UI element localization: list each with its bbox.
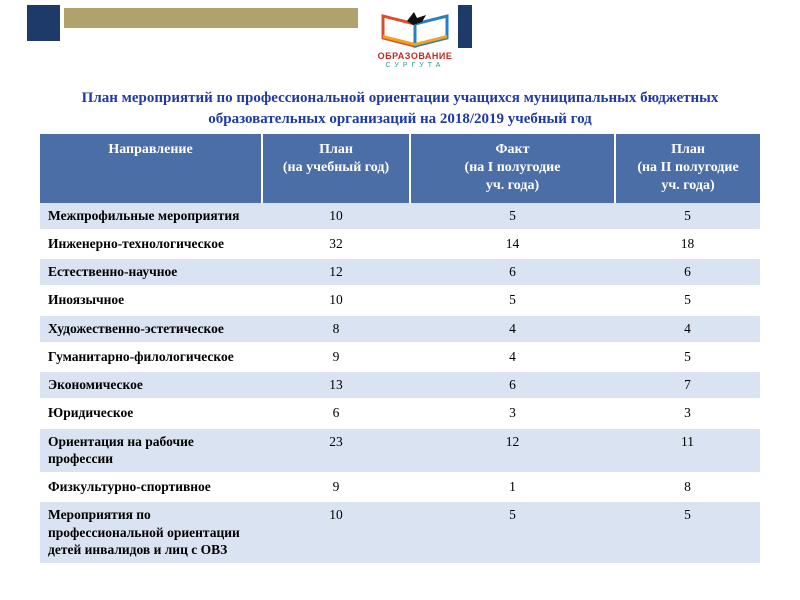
direction-cell: Художественно-эстетическое [40, 315, 262, 343]
direction-cell: Иноязычное [40, 286, 262, 314]
plan-cell: 10 [262, 203, 410, 230]
header-line: (на I полугодие [464, 160, 561, 176]
plan-cell: 9 [262, 473, 410, 501]
table-row [40, 428, 760, 474]
plan-cell: 32 [262, 230, 410, 258]
plan2-cell: 11 [615, 428, 760, 474]
decor-navy-square [27, 5, 60, 41]
header-line: уч. года) [485, 178, 540, 194]
header-line: (на учебный год) [282, 160, 390, 176]
fact-cell: 6 [410, 258, 615, 286]
header-plan-year [262, 134, 410, 203]
plan2-cell: 5 [615, 203, 760, 230]
plan2-cell: 8 [615, 473, 760, 501]
fact-cell: 4 [410, 315, 615, 343]
table-row [40, 230, 760, 258]
plan-cell: 9 [262, 343, 410, 371]
plan2-cell: 4 [615, 315, 760, 343]
direction-cell: Межпрофильные мероприятия [40, 203, 262, 230]
direction-cell: Естественно-научное [40, 258, 262, 286]
header-line: План [671, 142, 705, 157]
table-row [40, 473, 760, 501]
plan-cell: 12 [262, 258, 410, 286]
open-book-icon [365, 5, 465, 51]
table-row [40, 286, 760, 314]
plan-cell: 10 [262, 501, 410, 564]
header-direction [40, 134, 262, 203]
plan2-cell: 6 [615, 258, 760, 286]
events-table-wrap [40, 134, 760, 565]
header-fact-half1 [410, 134, 615, 203]
plan-cell: 23 [262, 428, 410, 474]
header-line: (на II полугодие [637, 160, 739, 176]
fact-cell: 4 [410, 343, 615, 371]
table-row [40, 371, 760, 399]
direction-cell: Мероприятия по профессиональной ориентации детей инвалидов и лиц с ОВЗ [40, 501, 262, 564]
header-line: Факт [495, 142, 530, 157]
direction-cell: Ориентация на рабочие профессии [40, 428, 262, 474]
table-row [40, 203, 760, 230]
fact-cell: 14 [410, 230, 615, 258]
plan2-cell: 3 [615, 399, 760, 427]
slide-title-line1: План мероприятий по профессиональной ориентации учащихся муниципальных бюджетных [81, 90, 719, 106]
plan-cell: 13 [262, 371, 410, 399]
header-line: Направление [108, 142, 193, 157]
logo [365, 5, 465, 69]
plan-cell: 10 [262, 286, 410, 314]
logo-title: ОБРАЗОВАНИЕ [377, 51, 453, 61]
plan2-cell: 5 [615, 501, 760, 564]
direction-cell: Физкультурно-спортивное [40, 473, 262, 501]
plan2-cell: 5 [615, 286, 760, 314]
fact-cell: 5 [410, 286, 615, 314]
decor-tan-bar [64, 8, 358, 28]
header-line: уч. года) [661, 178, 715, 194]
plan2-cell: 5 [615, 343, 760, 371]
slide-title-line2: образовательных организаций на 2018/2019 учебный год [208, 111, 592, 127]
plan-cell: 6 [262, 399, 410, 427]
fact-cell: 5 [410, 203, 615, 230]
header-line: План [319, 142, 353, 157]
slide-title [40, 88, 760, 130]
direction-cell: Юридическое [40, 399, 262, 427]
direction-cell: Экономическое [40, 371, 262, 399]
table-row [40, 399, 760, 427]
fact-cell: 5 [410, 501, 615, 564]
events-table [40, 134, 760, 565]
direction-cell: Инженерно-технологическое [40, 230, 262, 258]
table-header-row [40, 134, 760, 203]
fact-cell: 3 [410, 399, 615, 427]
table-row [40, 501, 760, 564]
fact-cell: 12 [410, 428, 615, 474]
direction-cell: Гуманитарно-филологическое [40, 343, 262, 371]
logo-subtitle: СУРГУТА [385, 62, 445, 69]
plan-cell: 8 [262, 315, 410, 343]
header-plan-half2 [615, 134, 760, 203]
table-row [40, 343, 760, 371]
fact-cell: 6 [410, 371, 615, 399]
table-row [40, 315, 760, 343]
fact-cell: 1 [410, 473, 615, 501]
plan2-cell: 18 [615, 230, 760, 258]
plan2-cell: 7 [615, 371, 760, 399]
table-row [40, 258, 760, 286]
